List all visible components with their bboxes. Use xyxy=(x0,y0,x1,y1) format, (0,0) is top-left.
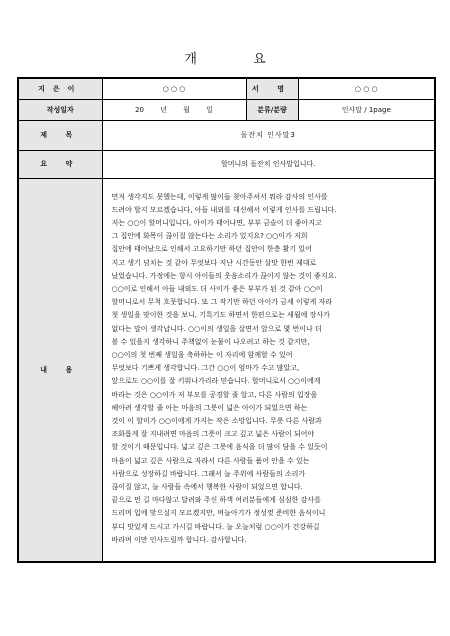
content-line: 사람으로 성장하길 바랍니다. 그래서 늘 주위에 사람들의 소리가 xyxy=(111,469,306,478)
content-line: 헤아려 생각할 줄 아는 마음의 그릇이 넓은 아이가 되었으면 하는 xyxy=(111,403,308,412)
content-line: ○○이의 첫 번째 생일을 축하하는 이 자리에 함께할 수 있어 xyxy=(111,350,293,359)
content-lines xyxy=(112,191,427,547)
content-line: 끝으로 먼 길 마다않고 달려와 주신 하객 여러분들에게 심심한 감사를 xyxy=(111,496,321,505)
subject-value: 돌잔치 인사말3 xyxy=(102,120,435,150)
content-line: 없다는 말이 생각납니다. ○○이의 생일을 살면서 앞으로 몇 번이나 더 xyxy=(111,324,322,333)
date-label: 작성일자 xyxy=(18,99,102,120)
content-line: 끊이질 않고, 늘 사람들 속에서 행복한 사람이 되었으면 합니다. xyxy=(111,482,303,491)
subject-label: 제 목 xyxy=(18,120,102,150)
content-line: 볼 수 있을지 생각하니 주책없이 눈물이 나오려고 하는 것 같지만, xyxy=(111,337,310,346)
category-value: 인사말 / 1page xyxy=(298,99,435,120)
content-line: 그 집안에 화목이 끊이질 않는다는 소리가 있지요? ○○이가 저희 xyxy=(111,232,308,241)
date-value: 20 년 월 일 xyxy=(102,99,246,120)
content-line: 지고 생기 넘치는 것 같아 무엇보다 지난 시간동안 살맛 한번 제대로 xyxy=(111,258,317,267)
signature-value: ○ ○ ○ xyxy=(298,78,435,99)
content-line: 마음이 넓고 깊은 사람으로 자라서 다른 사람들 품어 안을 수 있는 xyxy=(111,456,310,465)
author-value: ○ ○ ○ xyxy=(102,78,246,99)
content-line: 조화롭게 잘 지내려면 마음의 그릇이 크고 깊고 넓은 사람이 되어야 xyxy=(111,430,315,439)
content-line: 바라며 이만 인사드릴까 합니다. 감사합니다. xyxy=(111,535,247,544)
content-line: 바라는 것은 ○○이가 저 부모를 공경할 줄 알고, 다른 사람의 입장을 xyxy=(111,390,318,399)
summary-value: 할머니의 돌잔치 인사말입니다. xyxy=(102,150,435,178)
document-title: 개 요 xyxy=(184,52,292,67)
category-label: 분류/분량 xyxy=(246,99,298,120)
content-line: 할 것이기 때문입니다. 넓고 깊은 그릇에 음식을 더 많이 담을 수 있듯이 xyxy=(111,443,328,452)
content-line: 첫 생일을 맞이한 것을 보니, 기특기도 하면서 한편으로는 세월에 장사가 xyxy=(111,311,330,320)
author-label: 지은이 xyxy=(18,78,102,99)
content-line: 저는 ○○이 할머니입니다, 아이가 태어나면, 부부 금슬이 더 좋아지고 xyxy=(111,218,322,227)
content-line: 것이 이 할미가 ○○이에게 가지는 작은 소망입니다. 무릇 다른 사람과 xyxy=(111,416,322,425)
content-line: 앞으로도 ○○이를 잘 키워나가리라 믿습니다. 할머니로서 ○○이에게 xyxy=(111,377,321,386)
content-line: 부디 맛있게 드시고 가시길 바랍니다. 늘 오늘처럼 ○○이가 건강하길 xyxy=(111,522,320,531)
overview-form xyxy=(17,77,436,563)
summary-label: 요 약 xyxy=(18,150,102,178)
content-line: 드리며 입에 맞으실지 모르겠지만, 며늘아기가 정성껏 준비한 음식이니 xyxy=(111,509,326,518)
signature-label: 서 명 xyxy=(246,78,298,99)
content-line: 무엇보다 기쁘게 생각합니다. 그간 ○○이 엄마가 수고 많았고, xyxy=(111,364,300,373)
content-line: 먼저 생각지도 못했는데, 이렇게 많이들 찾아주셔서 뭐라 감사의 인사를 xyxy=(111,192,328,201)
content-line: ○○이로 인해서 아들 내외도 더 사이가 좋은 부부가 된 것 같아 ○○이 xyxy=(111,284,323,293)
content-label: 내 용 xyxy=(18,178,102,562)
content-line: 할머니로서 무척 흐뭇합니다. 또 그 작기만 하던 아이가 금세 이렇게 자라 xyxy=(111,298,333,307)
content-body xyxy=(102,178,435,562)
content-line: 드려야 할지 모르겠습니다, 아들 내외를 대신해서 이렇게 인사를 드립니다. xyxy=(111,205,337,214)
content-line: 집안에 태어났으로 인해서 고요하기만 하던 집안이 한층 활기 있어 xyxy=(111,245,312,254)
content-line: 났었습니다. 가정에는 항시 아이들의 웃음소리가 끊이지 않는 것이 좋지요. xyxy=(111,271,337,280)
